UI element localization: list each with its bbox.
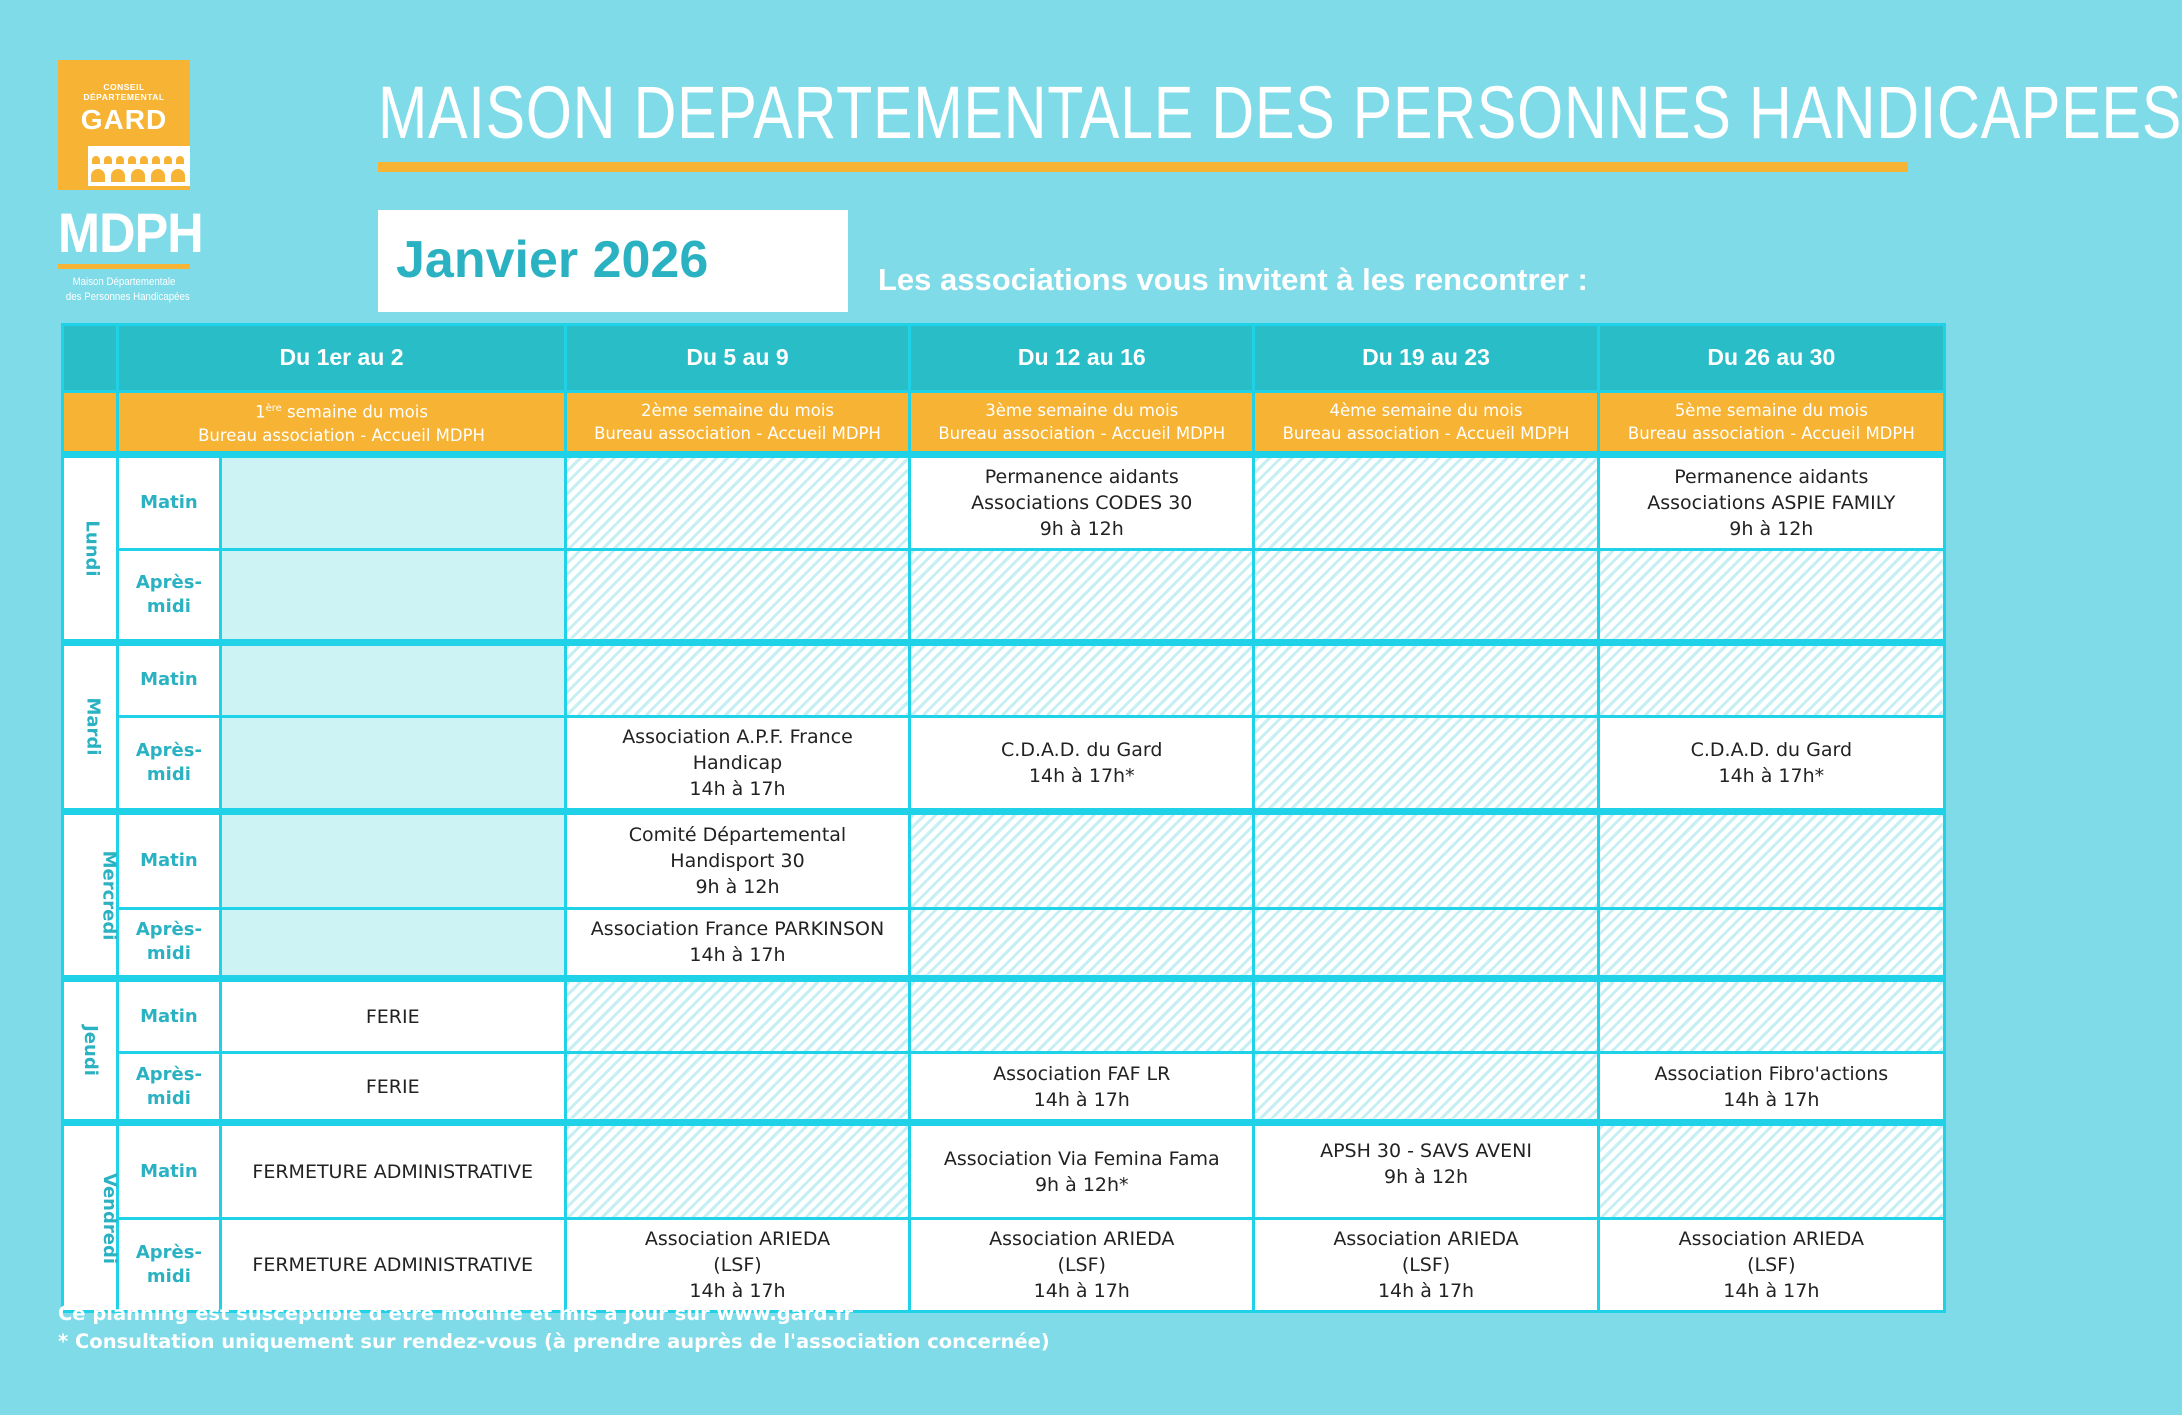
lundi-matin-row <box>63 455 1945 550</box>
period-apres-midi: Après- midi <box>118 908 220 979</box>
schedule-cell-empty <box>1598 908 1944 979</box>
schedule-cell-empty <box>1254 1052 1598 1123</box>
week-subheader-4: 4ème semaine du mois Bureau association - Accueil MDPH <box>1254 391 1598 455</box>
schedule-cell: FERMETURE ADMINISTRATIVE <box>220 1219 565 1312</box>
header-corner <box>63 325 118 392</box>
logo-conseil-text <box>58 82 190 102</box>
week-header-5: Du 26 au 30 <box>1598 325 1944 392</box>
schedule-cell-empty <box>1598 549 1944 642</box>
logo-mdph-text: MDPH <box>58 201 203 264</box>
schedule-cell-empty <box>1254 642 1598 717</box>
week-subheader-1-line1: 1ère semaine du mois <box>255 402 428 422</box>
schedule-cell-empty <box>910 908 1254 979</box>
mercredi-matin-row <box>63 811 1945 908</box>
schedule-cell-empty <box>1254 979 1598 1053</box>
month-box <box>378 210 848 312</box>
schedule-cell: Association Via Femina Fama 9h à 12h* <box>910 1123 1254 1219</box>
lundi-apres-midi-row <box>63 549 1945 642</box>
pont-du-gard-icon <box>88 146 190 190</box>
schedule-cell <box>220 549 565 642</box>
title-underline <box>378 162 1908 172</box>
week-subheader-3: 3ème semaine du mois Bureau association - Accueil MDPH <box>910 391 1254 455</box>
period-matin: Matin <box>118 979 220 1053</box>
schedule-cell: Association Fibro'actions 14h à 17h <box>1598 1052 1944 1123</box>
week-header-2: Du 5 au 9 <box>565 325 909 392</box>
schedule-cell: Comité Départemental Handisport 30 9h à 12h <box>565 811 909 908</box>
schedule-cell-empty <box>1254 549 1598 642</box>
jeudi-apres-midi-row <box>63 1052 1945 1123</box>
subheader-corner <box>63 391 118 455</box>
logo-underline <box>58 264 190 269</box>
week-subheader-1 <box>118 391 566 455</box>
schedule-cell-empty <box>1598 1123 1944 1219</box>
logo-subtitle-line2: des Personnes Handicapées <box>65 291 190 303</box>
schedule-cell: Association ARIEDA (LSF) 14h à 17h <box>1254 1219 1598 1312</box>
mercredi-apres-midi-row <box>63 908 1945 979</box>
logo-gard-text: GARD <box>80 104 168 135</box>
period-apres-midi: Après- midi <box>118 717 220 812</box>
day-label-jeudi: Jeudi <box>63 979 118 1123</box>
schedule-cell <box>220 811 565 908</box>
footnote-appointment: * Consultation uniquement sur rendez-vous (à prendre auprès de l'association concernée) <box>58 1330 1050 1353</box>
week-header-1: Du 1er au 2 <box>118 325 566 392</box>
schedule-cell: Association ARIEDA (LSF) 14h à 17h <box>565 1219 909 1312</box>
subheader-row <box>63 391 1945 455</box>
schedule-cell-empty <box>910 811 1254 908</box>
jeudi-matin-row <box>63 979 1945 1053</box>
schedule-cell: Association ARIEDA (LSF) 14h à 17h <box>1598 1219 1944 1312</box>
vendredi-apres-midi-row <box>63 1219 1945 1312</box>
schedule-cell <box>220 717 565 812</box>
month-label: Janvier 2026 <box>396 231 709 289</box>
schedule-cell <box>220 642 565 717</box>
period-matin: Matin <box>118 811 220 908</box>
period-matin: Matin <box>118 455 220 550</box>
schedule-cell-empty <box>910 642 1254 717</box>
mardi-apres-midi-row <box>63 717 1945 812</box>
gard-logo-badge <box>58 60 190 190</box>
schedule-cell-empty <box>1254 717 1598 812</box>
schedule-cell <box>220 455 565 550</box>
schedule-cell-empty <box>565 1123 909 1219</box>
day-label-vendredi: Vendredi <box>63 1123 118 1312</box>
schedule-cell: Association ARIEDA (LSF) 14h à 17h <box>910 1219 1254 1312</box>
header-row <box>63 325 1945 392</box>
schedule-cell-empty <box>1254 455 1598 550</box>
schedule-cell-empty <box>1598 642 1944 717</box>
schedule-cell-empty <box>565 642 909 717</box>
day-label-lundi: Lundi <box>63 455 118 643</box>
logo-conseil-line1: CONSEIL <box>103 82 145 92</box>
schedule-cell: FERIE <box>220 979 565 1053</box>
mardi-matin-row <box>63 642 1945 717</box>
schedule-cell-empty <box>1598 811 1944 908</box>
schedule-cell-empty <box>1254 908 1598 979</box>
schedule-cell: Permanence aidants Associations CODES 30 9h à 12h <box>910 455 1254 550</box>
vendredi-matin-row <box>63 1123 1945 1219</box>
schedule-cell: FERMETURE ADMINISTRATIVE <box>220 1123 565 1219</box>
schedule-cell-empty <box>565 549 909 642</box>
schedule-cell: Permanence aidants Associations ASPIE FAMILY 9h à 12h <box>1598 455 1944 550</box>
period-matin: Matin <box>118 642 220 717</box>
week-subheader-5: 5ème semaine du mois Bureau association - Accueil MDPH <box>1598 391 1944 455</box>
logo-subtitle-line1: Maison Départementale <box>72 276 176 288</box>
schedule-cell: C.D.A.D. du Gard 14h à 17h* <box>910 717 1254 812</box>
period-matin: Matin <box>118 1123 220 1219</box>
schedule-cell-empty <box>1598 979 1944 1053</box>
week-subheader-2: 2ème semaine du mois Bureau association - Accueil MDPH <box>565 391 909 455</box>
period-apres-midi: Après- midi <box>118 1219 220 1312</box>
schedule-cell: FERIE <box>220 1052 565 1123</box>
schedule-cell-empty <box>565 455 909 550</box>
schedule-cell: Association FAF LR 14h à 17h <box>910 1052 1254 1123</box>
invite-text: Les associations vous invitent à les rencontrer : <box>878 262 1588 297</box>
schedule-cell-empty <box>1254 811 1598 908</box>
schedule-cell: C.D.A.D. du Gard 14h à 17h* <box>1598 717 1944 812</box>
week-subheader-1-line2: Bureau association - Accueil MDPH <box>198 425 485 445</box>
week-header-3: Du 12 au 16 <box>910 325 1254 392</box>
period-apres-midi: Après- midi <box>118 1052 220 1123</box>
schedule-cell-empty <box>565 1052 909 1123</box>
schedule-cell: Association France PARKINSON 14h à 17h <box>565 908 909 979</box>
logo-conseil-line2: DÉPARTEMENTAL <box>83 92 165 102</box>
footnote-update: Ce planning est susceptible d'être modifié et mis à jour sur www.gard.fr <box>58 1302 853 1325</box>
period-apres-midi: Après- midi <box>118 549 220 642</box>
schedule-cell-empty <box>910 979 1254 1053</box>
schedule-cell: Association A.P.F. France Handicap 14h à 17h <box>565 717 909 812</box>
mdph-gard-logo <box>58 60 203 305</box>
schedule-cell-empty <box>910 549 1254 642</box>
schedule-table <box>61 323 1946 1313</box>
schedule-cell: APSH 30 - SAVS AVENI 9h à 12h <box>1254 1123 1598 1219</box>
page-title: MAISON DEPARTEMENTALE DES PERSONNES HANDICAPEES <box>378 71 2182 154</box>
schedule-cell <box>220 908 565 979</box>
day-label-mardi: Mardi <box>63 642 118 811</box>
logo-subtitle <box>65 275 190 305</box>
week-header-4: Du 19 au 23 <box>1254 325 1598 392</box>
day-label-mercredi: Mercredi <box>63 811 118 978</box>
schedule-cell-empty <box>565 979 909 1053</box>
